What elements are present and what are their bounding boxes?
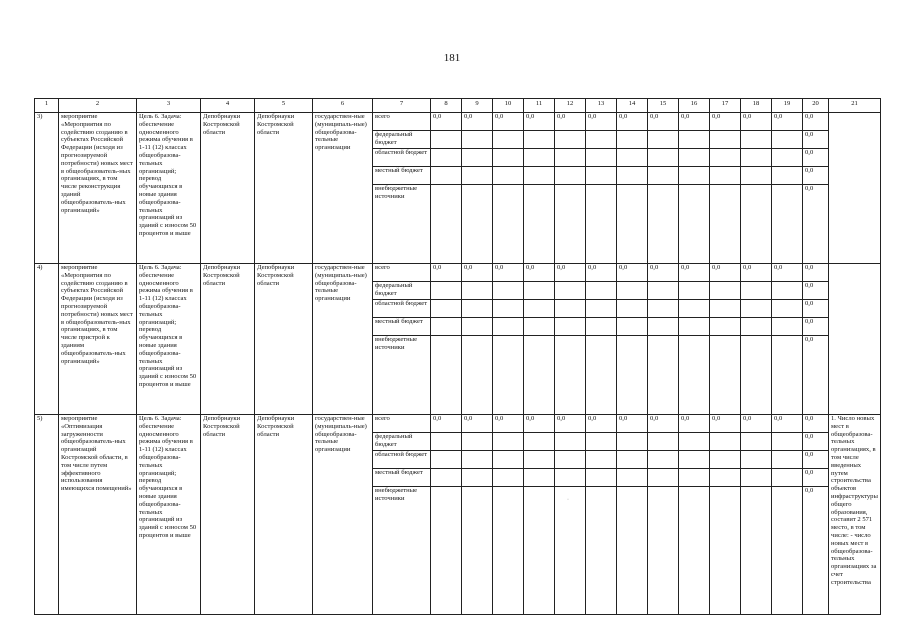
table-row	[35, 264, 881, 282]
value-cell	[586, 451, 617, 469]
value-cell	[524, 487, 555, 615]
value-cell	[462, 433, 493, 451]
value-cell	[555, 282, 586, 300]
value-cell	[741, 451, 772, 469]
value-cell: 0,0	[555, 113, 586, 131]
value-cell	[679, 469, 710, 487]
column-header-17: 17	[710, 99, 741, 113]
total-cell: 0,0	[803, 451, 829, 469]
funding-source-cell: всего	[373, 113, 431, 131]
value-cell	[524, 300, 555, 318]
value-cell	[648, 336, 679, 415]
total-cell: 0,0	[803, 264, 829, 282]
participants-cell: государствен-ные (муниципаль-ные) общеобразова-тельные организации	[313, 415, 373, 615]
total-cell: 0,0	[803, 336, 829, 415]
value-cell	[555, 469, 586, 487]
row-number-cell: 3)	[35, 113, 59, 264]
value-cell	[648, 451, 679, 469]
value-cell	[493, 433, 524, 451]
funding-source-cell: местный бюджет	[373, 167, 431, 185]
value-cell	[741, 131, 772, 149]
value-cell	[617, 282, 648, 300]
value-cell	[648, 282, 679, 300]
total-cell: 0,0	[803, 167, 829, 185]
total-cell: 0,0	[803, 149, 829, 167]
value-cell	[679, 149, 710, 167]
value-cell	[679, 167, 710, 185]
value-cell	[586, 300, 617, 318]
column-header-12: 12	[555, 99, 586, 113]
value-cell	[524, 282, 555, 300]
funding-source-cell: внебюджетные источники	[373, 336, 431, 415]
total-cell: 0,0	[803, 433, 829, 451]
value-cell	[462, 185, 493, 264]
value-cell: 0,0	[741, 113, 772, 131]
header-row	[35, 99, 881, 113]
value-cell	[493, 318, 524, 336]
value-cell	[710, 469, 741, 487]
value-cell	[710, 149, 741, 167]
value-cell	[679, 131, 710, 149]
value-cell	[431, 149, 462, 167]
total-cell: 0,0	[803, 282, 829, 300]
column-header-19: 19	[772, 99, 803, 113]
value-cell	[524, 469, 555, 487]
value-cell	[462, 167, 493, 185]
value-cell	[586, 185, 617, 264]
program-table	[34, 98, 881, 615]
co-executor-cell: Депобрнауки Костромской области	[255, 264, 313, 415]
value-cell	[431, 336, 462, 415]
column-header-18: 18	[741, 99, 772, 113]
value-cell	[586, 131, 617, 149]
value-cell	[741, 300, 772, 318]
value-cell	[772, 451, 803, 469]
value-cell: 0,0	[772, 415, 803, 433]
value-cell	[524, 131, 555, 149]
value-cell: 0,0	[555, 264, 586, 282]
participants-cell: государствен-ные (муниципаль-ные) общеобразова-тельные организации	[313, 264, 373, 415]
value-cell: 0,0	[586, 415, 617, 433]
value-cell	[617, 300, 648, 318]
value-cell	[710, 300, 741, 318]
value-cell	[617, 149, 648, 167]
funding-source-cell: областной бюджет	[373, 300, 431, 318]
value-cell	[772, 282, 803, 300]
funding-source-cell: всего	[373, 264, 431, 282]
total-cell: 0,0	[803, 487, 829, 615]
value-cell: 0,0	[772, 264, 803, 282]
result-cell	[829, 113, 881, 264]
table-row	[35, 415, 881, 433]
value-cell	[431, 300, 462, 318]
value-cell	[617, 131, 648, 149]
value-cell: 0,0	[586, 113, 617, 131]
value-cell	[462, 149, 493, 167]
value-cell: 0,0	[524, 264, 555, 282]
value-cell	[617, 487, 648, 615]
column-header-6: 6	[313, 99, 373, 113]
value-cell: 0,0	[493, 415, 524, 433]
value-cell	[710, 433, 741, 451]
value-cell	[710, 336, 741, 415]
value-cell: 0,0	[524, 415, 555, 433]
column-header-20: 20	[803, 99, 829, 113]
value-cell	[741, 318, 772, 336]
column-header-15: 15	[648, 99, 679, 113]
total-cell: 0,0	[803, 113, 829, 131]
participants-cell: государствен-ные (муниципаль-ные) общеобразова-тельные организации	[313, 113, 373, 264]
funding-source-cell: всего	[373, 415, 431, 433]
value-cell	[710, 451, 741, 469]
value-cell	[586, 167, 617, 185]
value-cell: 0,0	[741, 264, 772, 282]
row-number-cell: 4)	[35, 264, 59, 415]
co-executor-cell: Депобрнауки Костромской области	[255, 113, 313, 264]
value-cell	[648, 433, 679, 451]
funding-source-cell: федеральный бюджет	[373, 433, 431, 451]
column-header-10: 10	[493, 99, 524, 113]
value-cell	[555, 487, 586, 615]
value-cell	[679, 185, 710, 264]
value-cell	[555, 451, 586, 469]
measure-name-cell: мероприятие «Оптимизация загруженности общеобразователь-ных организаций Костромской области, в том числе путем эффективного использования имеющихся помещений»	[59, 415, 137, 615]
value-cell	[586, 433, 617, 451]
value-cell	[493, 300, 524, 318]
row-number-cell: 5)	[35, 415, 59, 615]
value-cell	[679, 282, 710, 300]
value-cell: 0,0	[648, 264, 679, 282]
value-cell	[710, 282, 741, 300]
value-cell	[431, 451, 462, 469]
value-cell: 0,0	[648, 113, 679, 131]
value-cell	[741, 487, 772, 615]
value-cell	[617, 336, 648, 415]
value-cell	[462, 318, 493, 336]
value-cell: 0,0	[617, 415, 648, 433]
value-cell	[710, 487, 741, 615]
value-cell	[741, 282, 772, 300]
value-cell	[679, 451, 710, 469]
value-cell	[555, 336, 586, 415]
value-cell	[710, 185, 741, 264]
page-number: 181	[443, 52, 461, 64]
value-cell	[772, 167, 803, 185]
column-header-9: 9	[462, 99, 493, 113]
result-cell	[829, 264, 881, 415]
value-cell: 0,0	[431, 113, 462, 131]
executor-cell: Депобрнауки Костромской области	[201, 113, 255, 264]
value-cell	[586, 318, 617, 336]
value-cell	[679, 318, 710, 336]
funding-source-cell: областной бюджет	[373, 149, 431, 167]
value-cell	[524, 336, 555, 415]
column-header-21: 21	[829, 99, 881, 113]
value-cell: 0,0	[710, 113, 741, 131]
total-cell: 0,0	[803, 469, 829, 487]
value-cell: 0,0	[493, 264, 524, 282]
total-cell: 0,0	[803, 300, 829, 318]
value-cell	[772, 336, 803, 415]
value-cell	[586, 469, 617, 487]
value-cell	[493, 185, 524, 264]
value-cell	[679, 433, 710, 451]
value-cell: 0,0	[462, 113, 493, 131]
funding-source-cell: федеральный бюджет	[373, 282, 431, 300]
value-cell	[493, 336, 524, 415]
value-cell	[462, 487, 493, 615]
value-cell	[617, 433, 648, 451]
value-cell	[741, 149, 772, 167]
value-cell	[617, 185, 648, 264]
value-cell	[524, 149, 555, 167]
value-cell	[679, 487, 710, 615]
executor-cell: Депобрнауки Костромской области	[201, 415, 255, 615]
value-cell: 0,0	[710, 264, 741, 282]
value-cell	[741, 469, 772, 487]
value-cell	[555, 131, 586, 149]
funding-source-cell: местный бюджет	[373, 318, 431, 336]
value-cell	[741, 167, 772, 185]
value-cell	[617, 318, 648, 336]
value-cell	[648, 318, 679, 336]
measure-name-cell: мероприятие «Мероприятия по содействию созданию в субъектах Российской Федерации (исходя из прогнозируемой потребности) новых мест в общеобразователь-ных организациях, в том числе пристрой к зданиям общеобразователь-ных организаций»	[59, 264, 137, 415]
value-cell	[462, 451, 493, 469]
value-cell	[617, 451, 648, 469]
value-cell	[710, 131, 741, 149]
column-header-5: 5	[255, 99, 313, 113]
value-cell	[431, 433, 462, 451]
column-header-2: 2	[59, 99, 137, 113]
value-cell	[524, 451, 555, 469]
value-cell	[431, 167, 462, 185]
executor-cell: Депобрнауки Костромской области	[201, 264, 255, 415]
value-cell: 0,0	[617, 264, 648, 282]
value-cell	[555, 300, 586, 318]
value-cell	[555, 185, 586, 264]
value-cell	[524, 185, 555, 264]
value-cell	[493, 487, 524, 615]
value-cell	[462, 300, 493, 318]
value-cell: 0,0	[772, 113, 803, 131]
value-cell	[524, 433, 555, 451]
goal-cell: Цель 6. Задача: обеспечение односменного режима обучения в 1-11 (12) классах общеобразова-тельных организаций; перевод обучающихся в новые здания общеобразова-тельных организаций из зданий с износом 50 процентов и выше	[137, 264, 201, 415]
column-header-4: 4	[201, 99, 255, 113]
value-cell	[493, 469, 524, 487]
value-cell: 0,0	[431, 264, 462, 282]
value-cell: 0,0	[493, 113, 524, 131]
value-cell	[772, 131, 803, 149]
table-row	[35, 113, 881, 131]
scan-speck: ·	[567, 497, 569, 503]
value-cell: 0,0	[586, 264, 617, 282]
value-cell	[772, 318, 803, 336]
value-cell	[772, 149, 803, 167]
column-header-7: 7	[373, 99, 431, 113]
value-cell	[462, 336, 493, 415]
value-cell	[431, 131, 462, 149]
value-cell	[493, 451, 524, 469]
goal-cell: Цель 6. Задача: обеспечение односменного режима обучения в 1-11 (12) классах общеобразова-тельных организаций; перевод обучающихся в новые здания общеобразова-тельных организаций из зданий с износом 50 процентов и выше	[137, 113, 201, 264]
value-cell: 0,0	[679, 264, 710, 282]
column-header-13: 13	[586, 99, 617, 113]
total-cell: 0,0	[803, 415, 829, 433]
value-cell	[648, 469, 679, 487]
column-header-14: 14	[617, 99, 648, 113]
funding-source-cell: местный бюджет	[373, 469, 431, 487]
value-cell	[555, 433, 586, 451]
value-cell	[679, 300, 710, 318]
total-cell: 0,0	[803, 185, 829, 264]
value-cell	[710, 167, 741, 185]
value-cell	[493, 167, 524, 185]
goal-cell: Цель 6. Задача: обеспечение односменного режима обучения в 1-11 (12) классах общеобразова-тельных организаций; перевод обучающихся в новые здания общеобразова-тельных организаций из зданий с износом 50 процентов и выше	[137, 415, 201, 615]
value-cell	[431, 318, 462, 336]
table-body	[35, 99, 881, 615]
value-cell: 0,0	[741, 415, 772, 433]
funding-source-cell: внебюджетные источники	[373, 487, 431, 615]
column-header-3: 3	[137, 99, 201, 113]
measure-name-cell: мероприятие «Мероприятия по содействию созданию в субъектах Российской Федерации (исходя из прогнозируемой потребности) новых мест в общеобразователь-ных организациях, в том числе реконструкция зданий общеобразователь-ных организаций»	[59, 113, 137, 264]
value-cell	[493, 149, 524, 167]
value-cell	[772, 469, 803, 487]
value-cell: 0,0	[555, 415, 586, 433]
value-cell	[462, 282, 493, 300]
value-cell	[462, 469, 493, 487]
value-cell	[710, 318, 741, 336]
value-cell: 0,0	[431, 415, 462, 433]
value-cell	[772, 185, 803, 264]
column-header-16: 16	[679, 99, 710, 113]
value-cell	[431, 469, 462, 487]
value-cell	[555, 318, 586, 336]
value-cell	[741, 336, 772, 415]
value-cell	[493, 131, 524, 149]
value-cell	[648, 487, 679, 615]
value-cell	[617, 167, 648, 185]
value-cell	[431, 487, 462, 615]
value-cell	[648, 185, 679, 264]
funding-source-cell: внебюджетные источники	[373, 185, 431, 264]
value-cell: 0,0	[462, 415, 493, 433]
value-cell: 0,0	[648, 415, 679, 433]
value-cell	[586, 487, 617, 615]
value-cell	[555, 149, 586, 167]
funding-source-cell: областной бюджет	[373, 451, 431, 469]
column-header-8: 8	[431, 99, 462, 113]
value-cell	[586, 336, 617, 415]
co-executor-cell: Депобрнауки Костромской области	[255, 415, 313, 615]
value-cell	[648, 149, 679, 167]
value-cell	[431, 282, 462, 300]
value-cell	[648, 167, 679, 185]
value-cell	[679, 336, 710, 415]
result-cell: 1. Число новых мест в общеобразова-тельных организациях, в том числе введенных путем строительства объектов инфраструктуры общего образования, составит 2 571 место, в том числе: - число новых мест в общеобразова-тельных организациях за счет строительства	[829, 415, 881, 615]
value-cell: 0,0	[710, 415, 741, 433]
column-header-1: 1	[35, 99, 59, 113]
total-cell: 0,0	[803, 318, 829, 336]
value-cell: 0,0	[462, 264, 493, 282]
value-cell	[741, 433, 772, 451]
value-cell	[431, 185, 462, 264]
value-cell	[772, 300, 803, 318]
value-cell	[648, 300, 679, 318]
value-cell	[524, 167, 555, 185]
value-cell	[772, 433, 803, 451]
funding-source-cell: федеральный бюджет	[373, 131, 431, 149]
value-cell	[586, 282, 617, 300]
value-cell	[772, 487, 803, 615]
value-cell	[524, 318, 555, 336]
value-cell	[493, 282, 524, 300]
column-header-11: 11	[524, 99, 555, 113]
value-cell: 0,0	[679, 415, 710, 433]
value-cell	[586, 149, 617, 167]
value-cell: 0,0	[617, 113, 648, 131]
value-cell	[555, 167, 586, 185]
value-cell	[617, 469, 648, 487]
value-cell: 0,0	[679, 113, 710, 131]
total-cell: 0,0	[803, 131, 829, 149]
value-cell	[741, 185, 772, 264]
value-cell	[648, 131, 679, 149]
value-cell	[462, 131, 493, 149]
value-cell: 0,0	[524, 113, 555, 131]
